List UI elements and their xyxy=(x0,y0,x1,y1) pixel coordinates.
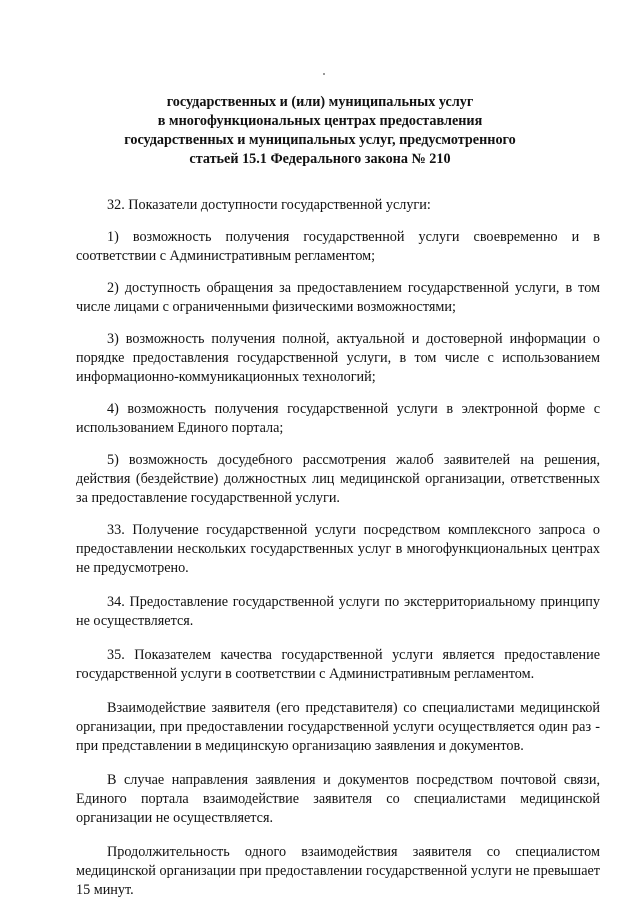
heading-line: государственных и (или) муниципальных услуг xyxy=(166,94,474,110)
paragraph-35: 35. Показателем качества государственной услуги является предоставление государственной услуги в соответствии с Административным регламентом. xyxy=(76,647,600,682)
paragraph-32-intro: 32. Показатели доступности государственной услуги: xyxy=(107,197,431,213)
document-heading xyxy=(90,93,550,169)
document-body xyxy=(76,196,600,900)
paragraph-item-5: 5) возможность досудебного рассмотрения жалоб заявителей на решения, действия (бездействие) должностных лиц медицинской организации, ответственных за предоставление государственной услуги. xyxy=(76,452,600,506)
heading-line: государственных и муниципальных услуг, предусмотренного xyxy=(124,132,516,148)
heading-line: в многофункциональных центрах предоставления xyxy=(157,113,483,129)
paragraph-item-4: 4) возможность получения государственной услуги в электронной форме с использованием Единого портала; xyxy=(76,401,600,436)
paragraph-33: 33. Получение государственной услуги посредством комплексного запроса о предоставлении нескольких государственных услуг в многофункциональных центрах не предусмотрено. xyxy=(76,522,600,576)
heading-line: статьей 15.1 Федерального закона № 210 xyxy=(189,151,451,167)
paragraph-interaction: Взаимодействие заявителя (его представителя) со специалистами медицинской организации, при предоставлении государственной услуги осуществляется один раз - при представлении в медицинскую организацию заявления и документов. xyxy=(76,700,600,754)
paragraph-postal: В случае направления заявления и документов посредством почтовой связи, Единого портала взаимодействие заявителя со специалистами медицинской организации не осуществляется. xyxy=(76,772,600,826)
paragraph-item-2: 2) доступность обращения за предоставлением государственной услуги, в том числе лицами с ограниченными физическими возможностями; xyxy=(76,280,600,315)
paragraph-item-3: 3) возможность получения полной, актуальной и достоверной информации о порядке предоставления государственной услуги, в том числе с использованием информационно-коммуникационных технологий; xyxy=(76,331,600,385)
paragraph-34: 34. Предоставление государственной услуги по экстерриториальному принципу не осуществляется. xyxy=(76,594,600,629)
scan-speck xyxy=(323,73,325,75)
paragraph-item-1: 1) возможность получения государственной услуги своевременно и в соответствии с Административным регламентом; xyxy=(76,229,600,264)
paragraph-duration: Продолжительность одного взаимодействия заявителя со специалистом медицинской организации при предоставлении государственной услуги не превышает 15 минут. xyxy=(76,844,600,898)
